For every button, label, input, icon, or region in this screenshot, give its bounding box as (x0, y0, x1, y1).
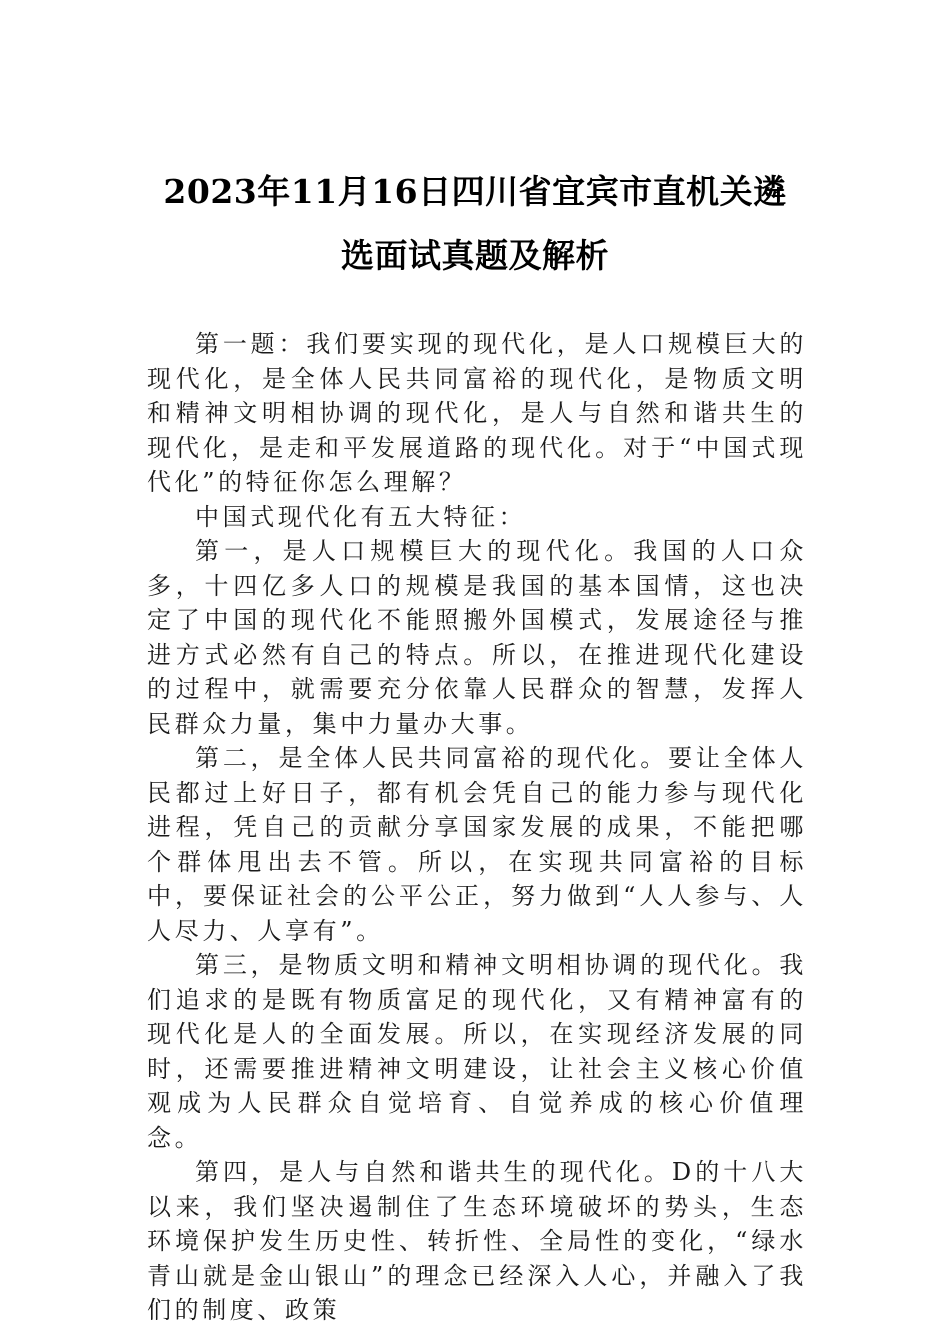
document-title (140, 160, 810, 288)
paragraph-question: 第一题：我们要实现的现代化，是人口规模巨大的现代化，是全体人民共同富裕的现代化，是物质文明和精神文明相协调的现代化，是人与自然和谐共生的现代化，是走和平发展道路的现代化。对于“中国式现代化”的特征你怎么理解？ (147, 330, 807, 496)
title-line-2: 选面试真题及解析 (341, 236, 609, 275)
paragraph-feature-4: 第四，是人与自然和谐共生的现代化。D的十八大以来，我们坚决遏制住了生态环境破坏的势头，生态环境保护发生历史性、转折性、全局性的变化，“绿水青山就是金山银山”的理念已经深入人心，并融入了我们的制度、政策 (147, 1158, 807, 1324)
paragraph-feature-1: 第一，是人口规模巨大的现代化。我国的人口众多，十四亿多人口的规模是我国的基本国情，这也决定了中国的现代化不能照搬外国模式，发展途径与推进方式必然有自己的特点。所以，在推进现代化建设的过程中，就需要充分依靠人民群众的智慧，发挥人民群众力量，集中力量办大事。 (147, 537, 807, 738)
title-line-1: 2023年11月16日四川省宜宾市直机关遴 (163, 172, 787, 211)
paragraph-intro: 中国式现代化有五大特征： (195, 502, 527, 531)
paragraph-feature-2: 第二，是全体人民共同富裕的现代化。要让全体人民都过上好日子，都有机会凭自己的能力参与现代化进程，凭自己的贡献分享国家发展的成果，不能把哪个群体甩出去不管。所以，在实现共同富裕的目标中，要保证社会的公平公正，努力做到“人人参与、人人尽力、人享有”。 (147, 744, 807, 945)
paragraph-feature-3: 第三，是物质文明和精神文明相协调的现代化。我们追求的是既有物质富足的现代化，又有精神富有的现代化是人的全面发展。所以，在实现经济发展的同时，还需要推进精神文明建设，让社会主义核心价值观成为人民群众自觉培育、自觉养成的核心价值理念。 (147, 951, 807, 1152)
document-body (147, 327, 807, 1328)
